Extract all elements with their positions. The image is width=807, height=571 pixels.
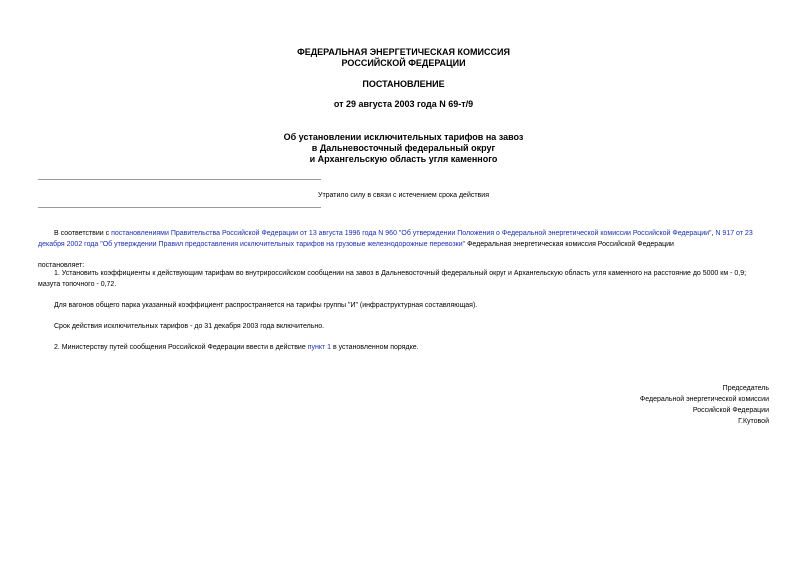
signature-organization: Федеральной энергетической комиссии (639, 396, 769, 403)
preamble-text-3: Федеральная энергетическая комиссия Российской Федерации (465, 241, 674, 248)
signature-block (640, 383, 769, 427)
divider-top (38, 179, 321, 180)
wagons-paragraph: Для вагонов общего парка указанный коэффициент распространяется на тарифы группы "И" (инфраструктурная составляющая). (54, 302, 478, 309)
issuer-line-2: РОССИЙСКОЙ ФЕДЕРАЦИИ (341, 58, 466, 68)
item-1-paragraph: 1. Установить коэффициенты к действующим тарифам во внутрироссийском сообщении на завоз в Дальневосточный федеральный округ и Архангельскую область угля каменного на расстояние до 5000 км - 0,9; мазута топочного - 0,72. (38, 270, 747, 288)
preamble-paragraph (38, 228, 770, 250)
validity-paragraph: Срок действия исключительных тарифов - до 31 декабря 2003 года включительно. (54, 323, 325, 330)
preamble-text-1: В соответствии с (54, 230, 112, 237)
item-2-text-1: 2. Министерству путей сообщения Российской Федерации ввести в действие (54, 344, 308, 351)
document-title (0, 132, 807, 165)
title-line-3: и Архангельскую область угля каменного (309, 154, 498, 164)
issuer-heading (0, 47, 807, 69)
expiry-notice: Утратило силу в связи с истечением срока действия (318, 192, 489, 199)
item-2-paragraph (38, 342, 770, 353)
title-line-1: Об установлении исключительных тарифов на завоз (283, 132, 524, 142)
government-decree-917-link[interactable]: N 917 от 23 декабря 2002 года "Об утверждении Правил предоставления исключительных тарифов на грузовые железнодорожные перевозки" (38, 230, 753, 248)
item-1-link[interactable]: пункт 1 (307, 344, 331, 351)
signature-position: Председатель (722, 385, 769, 392)
signature-country: Российской Федерации (692, 407, 769, 414)
divider-bottom (38, 207, 321, 208)
item-2-text-2: в установленном порядке. (331, 344, 419, 351)
signature-name: Г.Кутовой (738, 418, 769, 425)
government-decree-960-link[interactable]: постановлениями Правительства Российской Федерации от 13 августа 1996 года N 960 "Об утверждении Положения о Федеральной энергетической комиссии Российской Федерации" (111, 230, 712, 237)
preamble-text-2: , (711, 230, 716, 237)
resolves-label: постановляет: (38, 262, 85, 269)
document-date-number: от 29 августа 2003 года N 69-т/9 (333, 99, 474, 109)
document-type: ПОСТАНОВЛЕНИЕ (362, 79, 445, 89)
title-line-2: в Дальневосточный федеральный округ (311, 143, 496, 153)
issuer-line-1: ФЕДЕРАЛЬНАЯ ЭНЕРГЕТИЧЕСКАЯ КОМИССИЯ (297, 47, 510, 57)
